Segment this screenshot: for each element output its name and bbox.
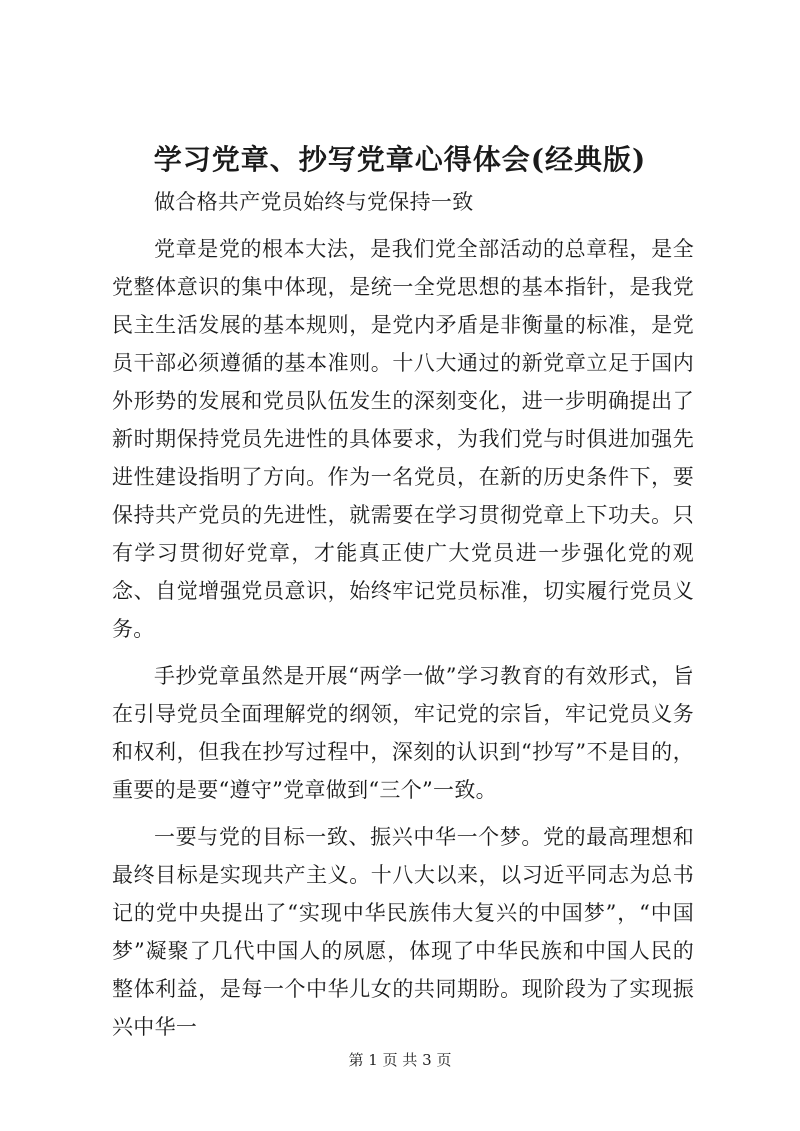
subtitle-paragraph: 做合格共产党员始终与党保持一致 xyxy=(154,190,474,214)
document-body xyxy=(112,183,694,1055)
document-title: 学习党章、抄写党章心得体会(经典版) xyxy=(153,143,647,176)
body-paragraph: 党章是党的根本大法，是我们党全部活动的总章程，是全党整体意识的集中体现，是统一全党思想的基本指针，是我党民主生活发展的基本规则，是党内矛盾是非衡量的标准，是党员干部必须遵循的基本准则。十八大通过的新党章立足于国内外形势的发展和党员队伍发生的深刻变化，进一步明确提出了新时期保持党员先进性的具体要求，为我们党与时俱进加强先进性建设指明了方向。作为一名党员，在新的历史条件下，要保持共产党员的先进性，就需要在学习贯彻党章上下功夫。只有学习贯彻好党章，才能真正使广大党员进一步强化党的观念、自觉增强党员意识，始终牢记党员标准，切实履行党员义务。 xyxy=(112,237,694,641)
body-paragraph: 一要与党的目标一致、振兴中华一个梦。党的最高理想和最终目标是实现共产主义。十八大以来，以习近平同志为总书记的党中央提出了“实现中华民族伟大复兴的中国梦”，“中国梦”凝聚了几代中国人的夙愿，体现了中华民族和中国人民的整体利益，是每一个中华儿女的共同期盼。现阶段为了实现振兴中华一 xyxy=(112,825,694,1039)
page-footer: 第 1 页 共 3 页 xyxy=(348,1051,452,1069)
body-paragraph: 手抄党章虽然是开展“两学一做”学习教育的有效形式，旨在引导党员全面理解党的纲领，牢记党的宗旨，牢记党员义务和权利，但我在抄写过程中，深刻的认识到“抄写”不是目的，重要的是要“遵守”党章做到“三个”一致。 xyxy=(112,664,694,802)
